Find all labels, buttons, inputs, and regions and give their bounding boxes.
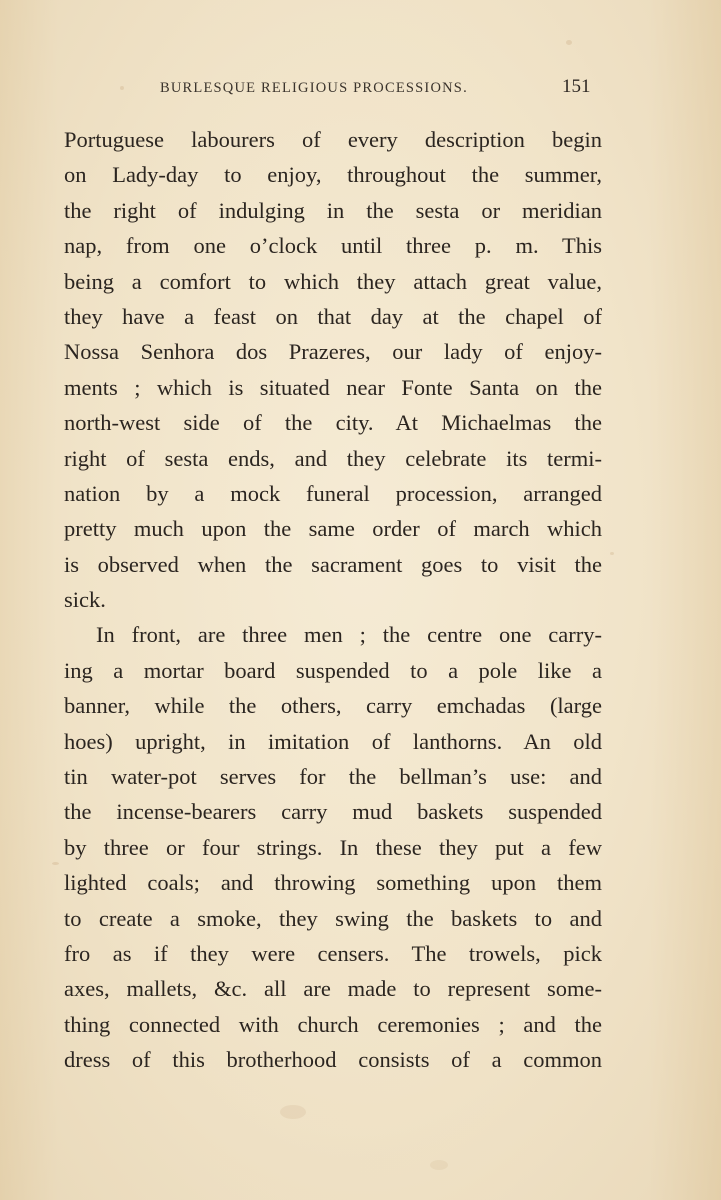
text-line: being a comfort to which they attach great value, bbox=[64, 268, 602, 294]
text-line: lighted coals; and throwing something upon them bbox=[64, 870, 602, 896]
paper-stain bbox=[430, 1160, 448, 1170]
text-line: ments ; which is situated near Fonte Santa on the bbox=[64, 374, 602, 400]
text-line: on Lady-day to enjoy, throughout the summer, bbox=[64, 162, 602, 188]
text-line: by three or four strings. In these they put a few bbox=[64, 834, 602, 860]
page-header bbox=[0, 78, 721, 102]
paper-stain bbox=[610, 552, 614, 555]
text-line: tin water-pot serves for the bellman’s use: and bbox=[64, 764, 602, 790]
page-number: 151 bbox=[562, 76, 591, 97]
text-line: right of sesta ends, and they celebrate its termi- bbox=[64, 445, 602, 471]
text-line: the right of indulging in the sesta or meridian bbox=[64, 197, 602, 223]
text-line: pretty much upon the same order of march which bbox=[64, 516, 602, 542]
text-line: nation by a mock funeral procession, arranged bbox=[64, 480, 602, 506]
text-line: thing connected with church ceremonies ; and the bbox=[64, 1011, 602, 1037]
body-text bbox=[64, 122, 602, 1078]
text-line: north-west side of the city. At Michaelmas the bbox=[64, 410, 602, 436]
text-line: Nossa Senhora dos Prazeres, our lady of enjoy- bbox=[64, 339, 602, 365]
paper-stain bbox=[280, 1105, 306, 1119]
text-line: Portuguese labourers of every description begin bbox=[64, 127, 602, 152]
text-line: hoes) upright, in imitation of lanthorns. An old bbox=[64, 728, 602, 754]
text-line: fro as if they were censers. The trowels, pick bbox=[64, 940, 602, 966]
text-line: dress of this brotherhood consists of a common bbox=[64, 1047, 602, 1073]
text-line: they have a feast on that day at the chapel of bbox=[64, 303, 602, 329]
text-line: is observed when the sacrament goes to visit the bbox=[64, 551, 602, 577]
running-head: BURLESQUE RELIGIOUS PROCESSIONS. bbox=[160, 80, 468, 96]
text-line: banner, while the others, carry emchadas (large bbox=[64, 693, 602, 719]
text-line: nap, from one o’clock until three p. m. This bbox=[64, 233, 602, 259]
text-line: axes, mallets, &c. all are made to represent some- bbox=[64, 976, 602, 1002]
paper-stain bbox=[566, 40, 572, 45]
paragraph-end-line: sick. bbox=[64, 587, 106, 613]
text-line: to create a smoke, they swing the baskets to and bbox=[64, 905, 602, 931]
text-line: ing a mortar board suspended to a pole like a bbox=[64, 657, 602, 683]
paper-stain bbox=[52, 862, 59, 865]
paragraph-start-line: In front, are three men ; the centre one carry- bbox=[96, 622, 602, 648]
text-line: the incense-bearers carry mud baskets suspended bbox=[64, 799, 602, 825]
